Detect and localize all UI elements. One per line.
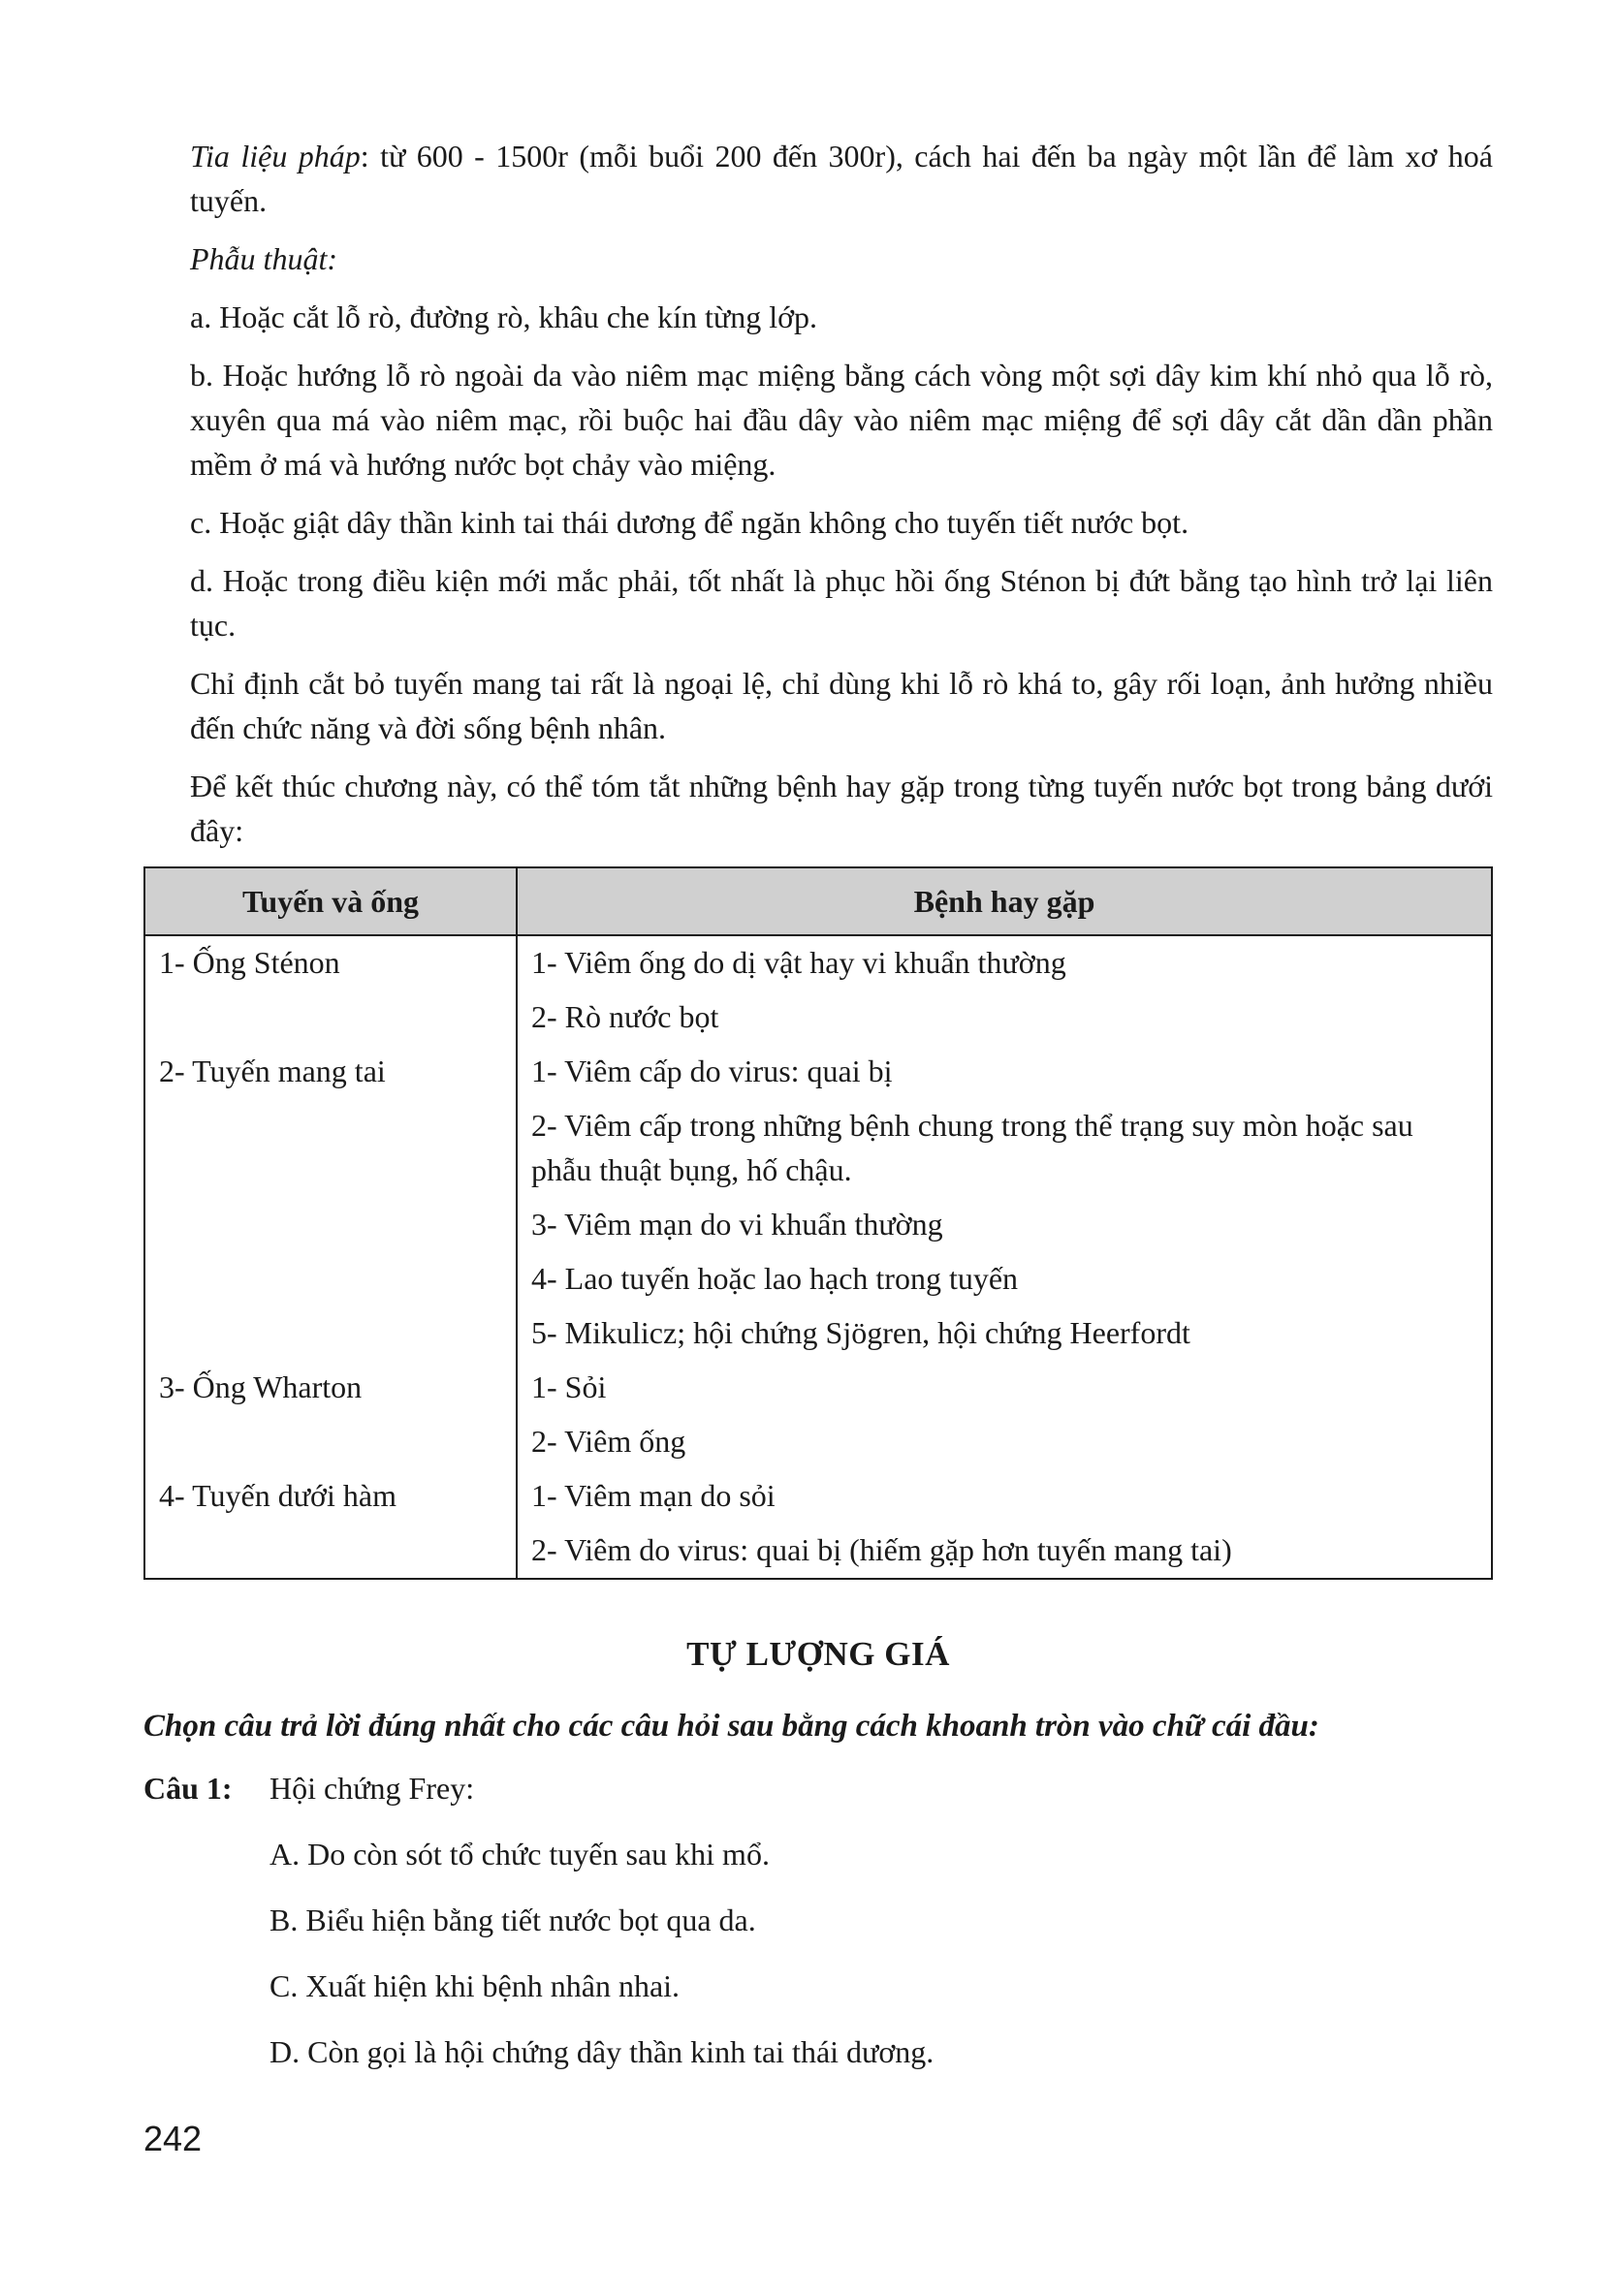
table-cell-disease: 2- Rò nước bọt [517, 991, 1492, 1045]
radiotherapy-text: : từ 600 - 1500r (mỗi buổi 200 đến 300r), cách hai đến ba ngày một lần để làm xơ hoá tuyến. [190, 139, 1494, 218]
table-cell-gland [144, 1415, 517, 1469]
table-cell-gland [144, 1099, 517, 1198]
paragraph-option-c: c. Hoặc giật dây thần kinh tai thái dương để ngăn không cho tuyến tiết nước bọt. [190, 505, 1189, 540]
table-row [144, 1306, 1492, 1361]
table-row [144, 1252, 1492, 1306]
table-cell-gland [144, 1306, 517, 1361]
table-row [144, 1469, 1492, 1524]
table-row [144, 1099, 1492, 1198]
page-number: 242 [143, 2119, 203, 2158]
table-cell-gland: 1- Ống Sténon [144, 935, 517, 991]
table-row [144, 1198, 1492, 1252]
table-cell-gland: 2- Tuyến mang tai [144, 1045, 517, 1099]
table-cell-disease: 2- Viêm ống [517, 1415, 1492, 1469]
paragraph-option-a: a. Hoặc cắt lỗ rò, đường rò, khâu che kín từng lớp. [190, 299, 818, 334]
table-cell-gland: 4- Tuyến dưới hàm [144, 1469, 517, 1524]
paragraph-surgery-heading: Phẫu thuật: [190, 241, 337, 276]
answer-option-b: B. Biểu hiện bằng tiết nước bọt qua da. [269, 1903, 756, 1937]
table-row [144, 1045, 1492, 1099]
answer-option-c: C. Xuất hiện khi bệnh nhân nhai. [269, 1968, 681, 2003]
question-text: Hội chứng Frey: [269, 1771, 475, 1806]
table-cell-disease: 1- Viêm ống do dị vật hay vi khuẩn thường [517, 935, 1492, 991]
table-cell-gland [144, 1252, 517, 1306]
paragraph-option-b: b. Hoặc hướng lỗ rò ngoài da vào niêm mạc miệng bằng cách vòng một sợi dây kim khí nhỏ qua lỗ rò, xuyên qua má vào niêm mạc, rồi buộc hai đầu dây vào niêm mạc miệng để sợi dây cắt dần dần phần mềm ở má và hướng nước bọt chảy vào miệng. [190, 358, 1493, 482]
table-header-gland: Tuyến và ống [144, 867, 517, 935]
table-row [144, 991, 1492, 1045]
table-cell-disease: 3- Viêm mạn do vi khuẩn thường [517, 1198, 1492, 1252]
table-cell-disease: 5- Mikulicz; hội chứng Sjögren, hội chứng Heerfordt [517, 1306, 1492, 1361]
table-cell-disease: 2- Viêm do virus: quai bị (hiếm gặp hơn tuyến mang tai) [517, 1524, 1492, 1579]
quiz-instruction: Chọn câu trả lời đúng nhất cho các câu hỏi sau bằng cách khoanh tròn vào chữ cái đầu: [143, 1709, 1319, 1744]
table-row [144, 1361, 1492, 1415]
paragraph-option-d: d. Hoặc trong điều kiện mới mắc phải, tốt nhất là phục hồi ống Sténon bị đứt bằng tạo hình trở lại liên tục. [190, 563, 1493, 643]
paragraph-indication: Chỉ định cắt bỏ tuyến mang tai rất là ngoại lệ, chỉ dùng khi lỗ rò khá to, gây rối loạn, ảnh hưởng nhiều đến chức năng và đời sống bệnh nhân. [190, 666, 1493, 745]
table-cell-gland [144, 1198, 517, 1252]
paragraph-radiotherapy [190, 134, 1493, 223]
table-cell-disease: 2- Viêm cấp trong những bệnh chung trong thể trạng suy mòn hoặc sau phẫu thuật bụng, hố chậu. [517, 1099, 1492, 1198]
paragraph-summary-intro: Để kết thúc chương này, có thể tóm tắt những bệnh hay gặp trong từng tuyến nước bọt trong bảng dưới đây: [190, 769, 1493, 848]
table-cell-disease: 4- Lao tuyến hoặc lao hạch trong tuyến [517, 1252, 1492, 1306]
table-cell-disease: 1- Viêm cấp do virus: quai bị [517, 1045, 1492, 1099]
table-cell-gland: 3- Ống Wharton [144, 1361, 517, 1415]
table-row [144, 935, 1492, 991]
table-row [144, 1415, 1492, 1469]
question-label: Câu 1: [143, 1771, 233, 1806]
disease-table [143, 866, 1493, 1580]
table-cell-gland [144, 1524, 517, 1579]
question-1 [143, 1766, 1493, 1810]
table-header-row [144, 867, 1492, 935]
table-row [144, 1524, 1492, 1579]
answer-option-d: D. Còn gọi là hội chứng dây thần kinh tai thái dương. [269, 2034, 935, 2069]
table-cell-disease: 1- Viêm mạn do sỏi [517, 1469, 1492, 1524]
table-cell-gland [144, 991, 517, 1045]
page-content [143, 134, 1493, 2095]
radiotherapy-label: Tia liệu pháp [190, 139, 361, 173]
answer-option-a: A. Do còn sót tổ chức tuyến sau khi mổ. [269, 1837, 770, 1871]
table-cell-disease: 1- Sỏi [517, 1361, 1492, 1415]
table-header-disease: Bệnh hay gặp [517, 867, 1492, 935]
section-title: TỰ LƯỢNG GIÁ [686, 1635, 950, 1673]
